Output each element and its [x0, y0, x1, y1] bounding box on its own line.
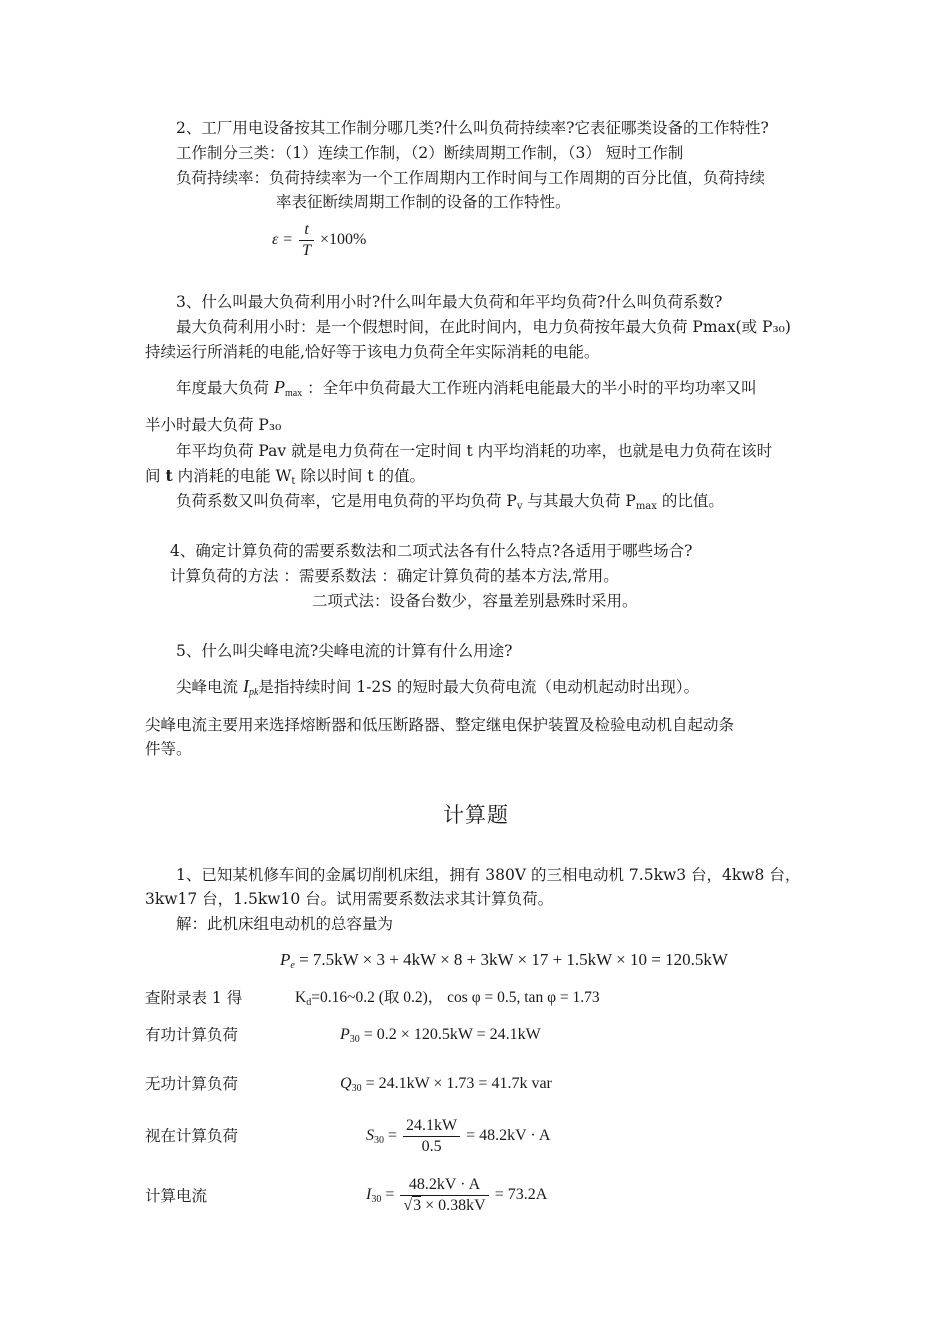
problem-1-line3: 解：此机床组电动机的总容量为	[176, 915, 394, 933]
p30-formula: = 0.2 × 120.5kW = 24.1kW	[363, 1026, 541, 1043]
formula-i30: $I_{30}$ = $\frac{48.2kV \cdot A}{√3 \times 0.38kV}$ = 73.2A	[366, 1175, 548, 1214]
pv-subscript: v	[516, 501, 523, 512]
i30-denominator-rest: × 0.38kV	[425, 1196, 486, 1214]
pe-subscript: e	[290, 960, 295, 971]
kd-values: =0.16~0.2 (取 0.2)， cos φ = 0.5, tan φ = 1.73	[311, 989, 600, 1006]
row-label-current: 计算电流	[145, 1187, 208, 1205]
row-label-reactive-load: 无功计算负荷	[145, 1075, 239, 1093]
question-2: 2、工厂用电设备按其工作制分哪几类?什么叫负荷持续率?它表征哪类设备的工作特性?	[176, 119, 769, 137]
answer-3-line5: 年平均负荷 Pav 就是电力负荷在一定时间 t 内平均消耗的功率，也就是电力负荷在该时	[176, 442, 773, 460]
answer-5-line3: 件等。	[145, 740, 192, 758]
sqrt-sign: √	[403, 1196, 413, 1214]
i30-symbol: I	[366, 1186, 372, 1203]
row-kd-coefficient	[295, 987, 600, 1014]
q30-formula: = 24.1kW × 1.73 = 41.7k var	[365, 1075, 552, 1092]
wt-subscript: t	[291, 476, 296, 487]
i30-fraction	[400, 1175, 488, 1216]
answer-3-line6-mid: 内消耗的电能 W	[177, 467, 292, 485]
answer-5-line2: 尖峰电流主要用来选择熔断器和低压断路器、整定继电保护装置及检验电动机自起动条	[145, 716, 735, 734]
formula-epsilon-lhs: ε =	[272, 231, 294, 249]
i30-subscript: 30	[371, 1194, 382, 1205]
answer-5-line1-end: 是指持续时间 1-2S 的短时最大负荷电流（电动机起动时出现）。	[258, 678, 700, 696]
answer-4-line1: 计算负荷的方法 ：需要系数法 ：确定计算负荷的基本方法,常用。	[170, 567, 619, 585]
answer-3-line7	[176, 490, 724, 518]
answer-4-line2: 二项式法：设备台数少，容量差别悬殊时采用。	[312, 592, 638, 610]
answer-5-line1-start: 尖峰电流	[176, 678, 239, 696]
answer-3-line7-end: 的比值。	[661, 492, 724, 510]
question-5: 5、什么叫尖峰电流?尖峰电流的计算有什么用途?	[176, 642, 513, 660]
answer-3-line4: 半小时最大负荷 P₃₀	[145, 416, 282, 434]
answer-3-line3-start: 年度最大负荷	[176, 379, 270, 397]
i30-numerator: 48.2kV · A	[408, 1175, 481, 1193]
s30-fraction	[403, 1116, 460, 1157]
kd-subscript: d	[306, 997, 312, 1008]
q30-symbol: Q	[340, 1075, 352, 1092]
answer-3-line2: 持续运行所消耗的电能,恰好等于该电力负荷全年实际消耗的电能。	[145, 343, 600, 361]
pmax-symbol: P	[273, 377, 285, 397]
ipk-subscript: pk	[248, 687, 259, 698]
formula-epsilon-denominator: T	[299, 240, 314, 261]
i30-denominator	[400, 1195, 488, 1216]
formula-s30: $S_{30}$ = $\frac{24.1kW}{0.5}$ = 48.2kV · A	[366, 1116, 551, 1155]
problem-1-line2: 3kw17 台，1.5kw10 台。试用需要系数法求其计算负荷。	[145, 890, 554, 908]
sqrt-radicand: 3	[413, 1196, 422, 1214]
s30-symbol: S	[366, 1127, 374, 1144]
answer-2-line2: 负荷持续率：负荷持续率为一个工作周期内工作时间与工作周期的百分比值，负荷持续	[176, 169, 766, 187]
question-3: 3、什么叫最大负荷利用小时?什么叫年最大负荷和年平均负荷?什么叫负荷系数?	[176, 293, 723, 311]
s30-denominator: 0.5	[403, 1136, 460, 1157]
answer-3-line3	[176, 376, 757, 405]
i30-result: = 73.2A	[494, 1186, 548, 1203]
answer-3-line1: 最大负荷利用小时：是一个假想时间，在此时间内，电力负荷按年最大负荷 Pmax(或 P₃₀)	[176, 318, 791, 336]
formula-q30	[340, 1073, 552, 1100]
p30-subscript: 30	[349, 1034, 360, 1045]
ipk-symbol: I	[242, 676, 249, 696]
s30-subscript: 30	[374, 1135, 384, 1146]
answer-5-line1	[176, 675, 699, 704]
problem-1-line1: 1、已知某机修车间的金属切削机床组，拥有 380V 的三相电动机 7.5kw3 台，4kw8 台，	[176, 866, 801, 884]
answer-3-line6-bold-t: t	[165, 466, 173, 485]
p30-symbol: P	[340, 1026, 350, 1043]
formula-p30	[340, 1024, 541, 1051]
answer-3-line6-start: 间	[145, 467, 161, 485]
s30-result: = 48.2kV · A	[466, 1127, 551, 1144]
answer-2-line3: 率表征断续周期工作制的设备的工作特性。	[276, 193, 571, 211]
s30-numerator: 24.1kW	[406, 1116, 458, 1134]
formula-pe	[280, 949, 728, 977]
q30-subscript: 30	[351, 1083, 362, 1094]
answer-3-line3-end: ：全年中负荷最大工作班内消耗电能最大的半小时的平均功率又叫	[307, 379, 757, 397]
pe-formula: = 7.5kW × 3 + 4kW × 8 + 3kW × 17 + 1.5kW × 10 = 120.5kW	[299, 950, 728, 969]
pmax-subscript: max	[284, 388, 303, 399]
pe-symbol: P	[280, 950, 291, 969]
formula-epsilon-fraction	[299, 220, 314, 261]
answer-3-line7-mid: 与其最大负荷 P	[527, 492, 636, 510]
row-label-appendix: 查附录表 1 得	[145, 989, 243, 1007]
formula-epsilon-numerator: t	[304, 221, 309, 238]
row-label-apparent-load: 视在计算负荷	[145, 1127, 239, 1145]
kd-symbol: K	[295, 989, 307, 1006]
answer-3-line7-start: 负荷系数又叫负荷率，它是用电负荷的平均负荷 P	[176, 492, 517, 510]
pmax-subscript-2: max	[635, 501, 657, 512]
question-4: 4、确定计算负荷的需要系数法和二项式法各有什么特点?各适用于哪些场合?	[170, 542, 693, 560]
formula-epsilon	[272, 220, 366, 261]
answer-3-line6-end: 除以时间 t 的值。	[300, 467, 425, 485]
section-heading: 计算题	[443, 803, 509, 827]
row-label-active-load: 有功计算负荷	[145, 1026, 239, 1044]
answer-2-line1: 工作制分三类：（1）连续工作制，（2）断续周期工作制，（3） 短时工作制	[176, 144, 684, 162]
formula-epsilon-rhs: ×100%	[320, 231, 367, 249]
answer-3-line6	[145, 465, 425, 493]
